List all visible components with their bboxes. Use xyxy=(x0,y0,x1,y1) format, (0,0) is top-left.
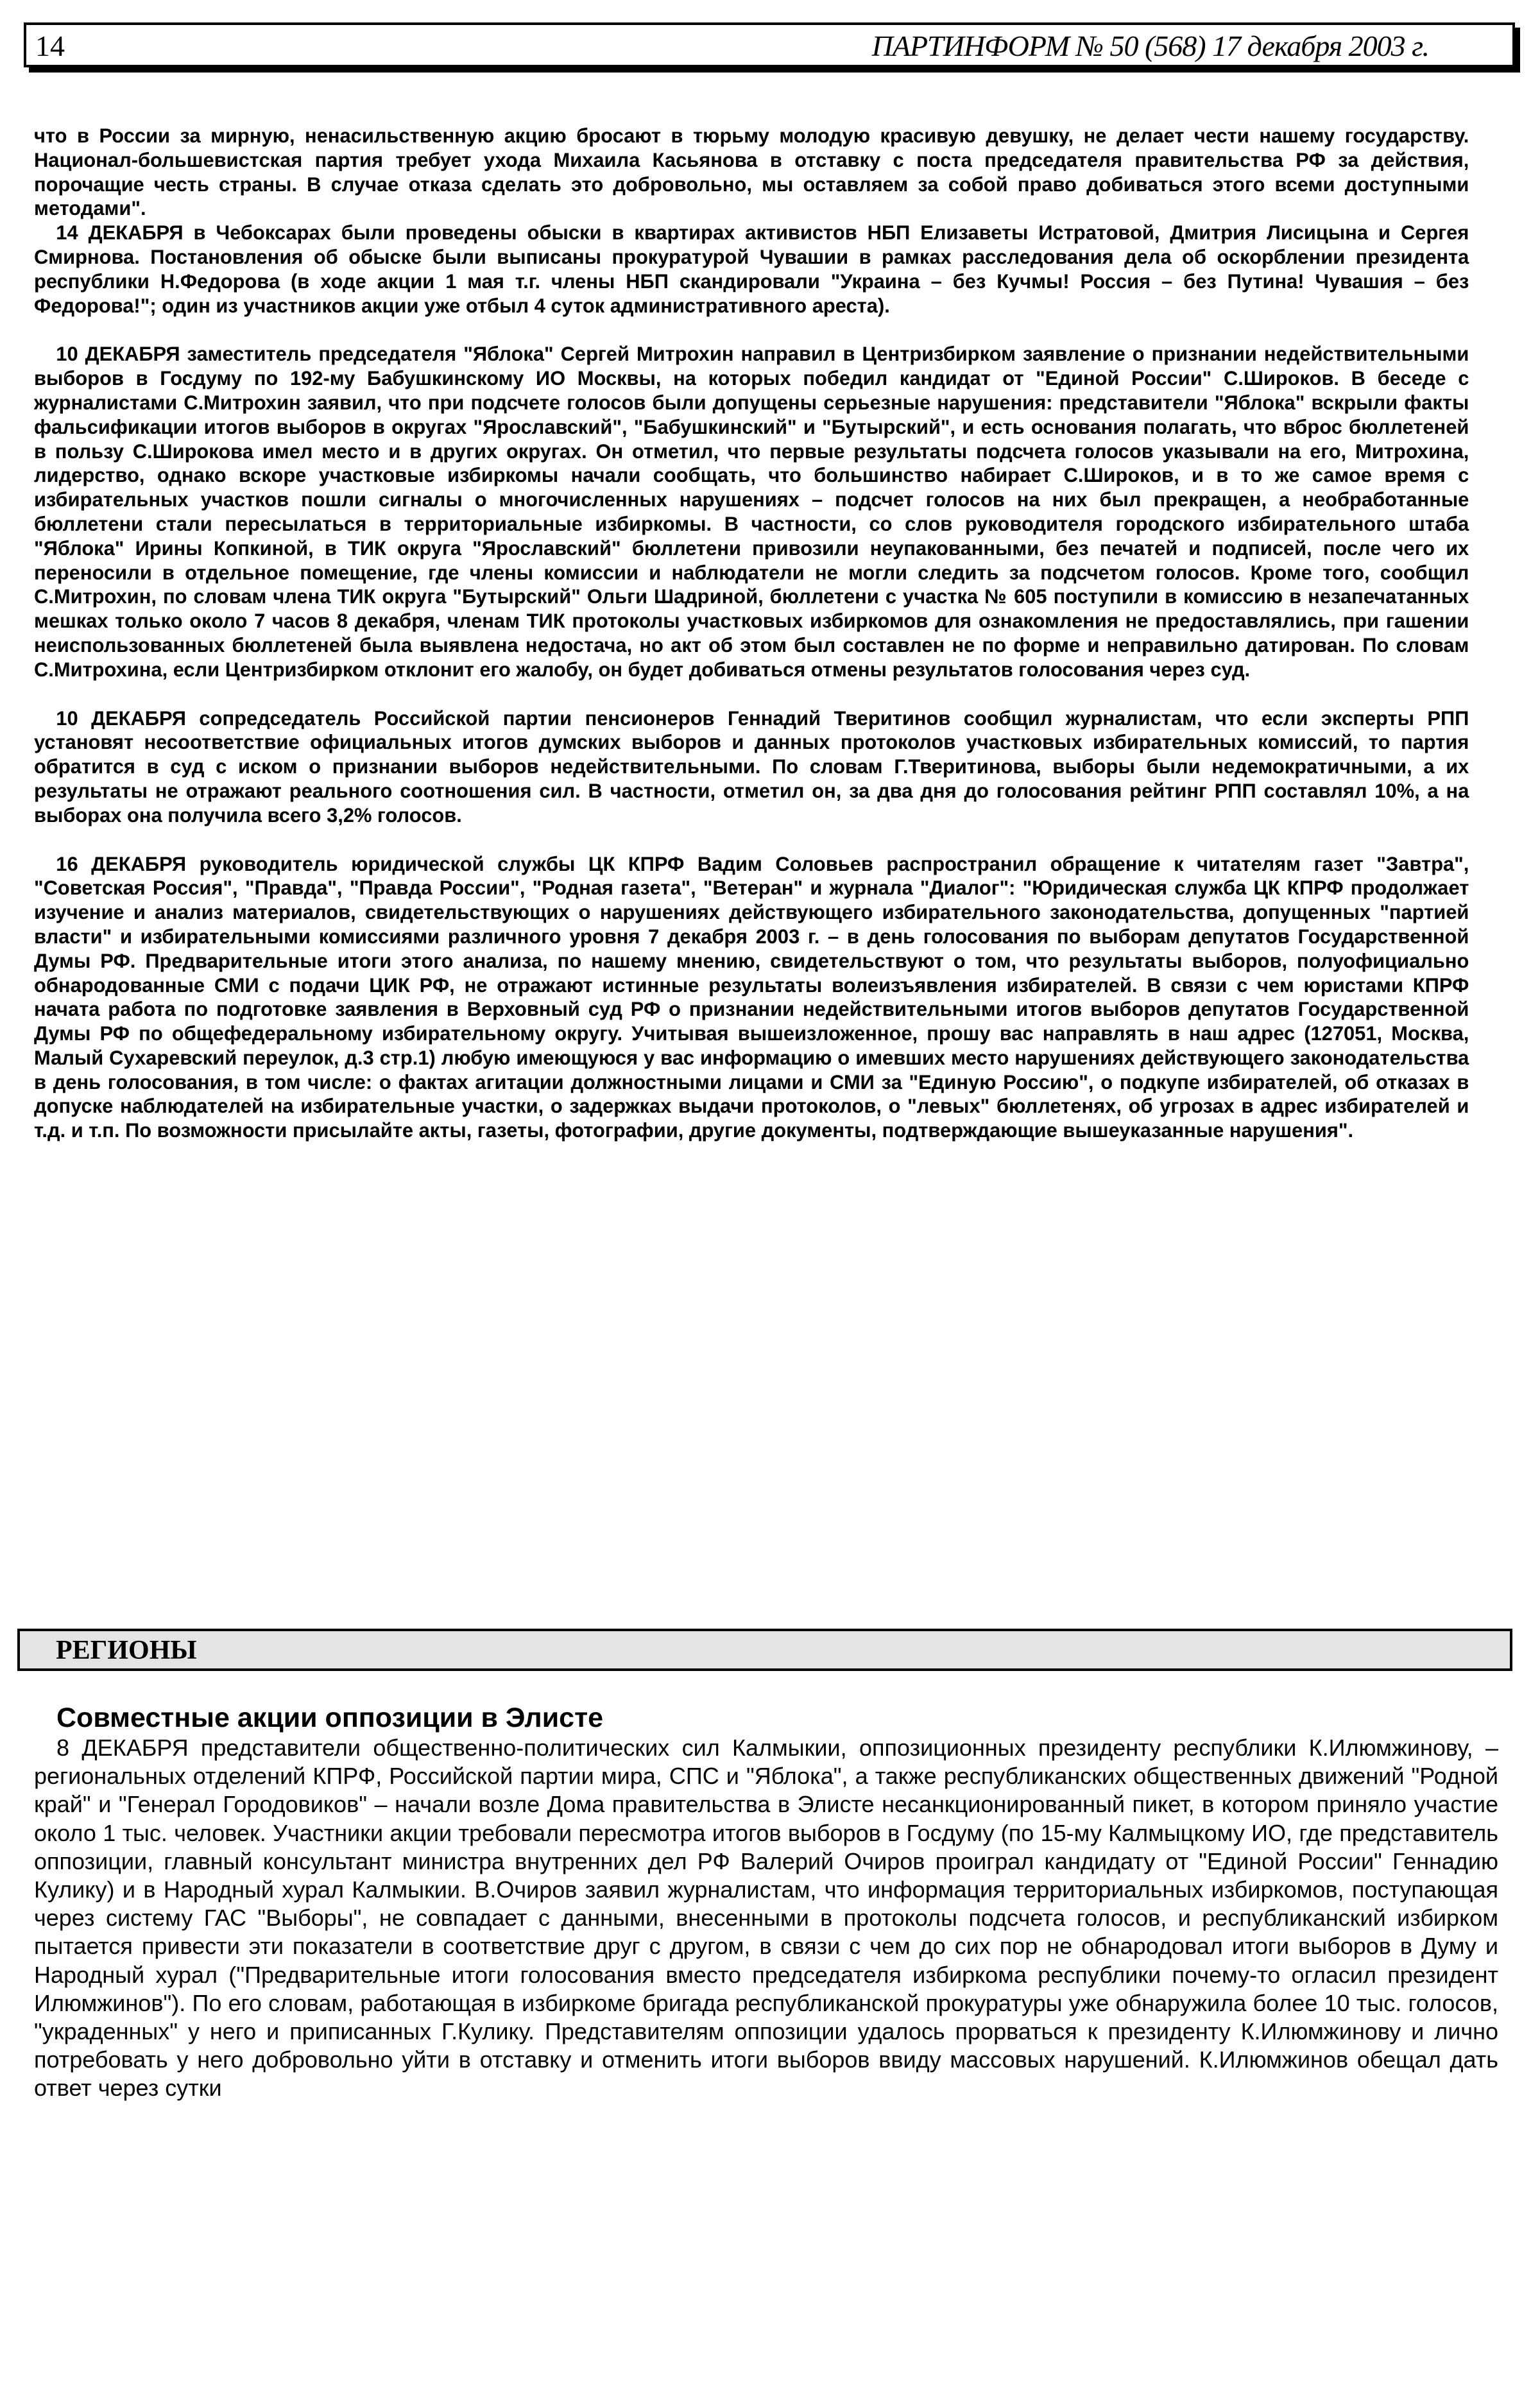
news-paragraph-cheboksary: 14 ДЕКАБРЯ в Чебоксарах были проведены обыски в квартирах активистов НБП Елизаветы Истратовой, Дмитрия Лисицына и Сергея Смирнова. Постановления об обыске были выписаны прокуратурой Чувашии в рамках расследования дела об оскорблении президента республики Н.Федорова (в ходе акции 1 мая т.г. члены НБП скандировали "Украина – без Кучмы! Россия – без Путина! Чувашия – без Федорова!"; один из участников акции уже отбыл 4 суток административного ареста). xyxy=(34,221,1469,317)
news-paragraph-tveritinov: 10 ДЕКАБРЯ сопредседатель Российской партии пенсионеров Геннадий Тверитинов сообщил журналистам, что если эксперты РПП установят несоответствие официальных итогов думских выборов и данных протоколов участковых избирательных комиссий, то партия обратится в суд с иском о признании выборов недействительными. По словам Г.Тверитинова, выборы были недемократичными, а их результаты не отражают реального соотношения сил. В частности, отметил он, за два дня до голосования рейтинг РПП составлял 10%, а на выборах она получила всего 3,2% голосов. xyxy=(34,706,1469,827)
section-header-regions xyxy=(17,1629,1512,1671)
page-number: 14 xyxy=(35,30,65,62)
news-paragraph-mitrokhin: 10 ДЕКАБРЯ заместитель председателя "Яблока" Сергей Митрохин направил в Центризбирком заявление о признании недействительными выборов в Госдуму по 192-му Бабушкинскому ИО Москвы, на которых победил кандидат от "Единой России" С.Широков. В беседе с журналистами С.Митрохин заявил, что при подсчете голосов были допущены серьезные нарушения: представители "Яблока" вскрыли факты фальсификации итогов выборов в округах "Ярославский", "Бабушкинский" и "Бутырский", и есть основания полагать, что вброс бюллетеней в пользу С.Широкова имел место и в других округах. Он отметил, что первые результаты подсчета голосов указывали на его, Митрохина, лидерство, однако вскоре участковые избиркомы начали сообщать, что большинство набирает С.Широков, и в то же самое время с избирательных участков пошли сигналы о многочисленных нарушениях – подсчет голосов на них был прекращен, а необработанные бюллетени стали пересылаться в территориальные избиркомы. В частности, со слов руководителя городского избирательного штаба "Яблока" Ирины Копкиной, в ТИК округа "Ярославский" бюллетени привозили неупакованными, без печатей и подписей, после чего их переносили в отдельное помещение, где члены комиссии и наблюдатели не могли следить за подсчетом голосов. Кроме того, сообщил С.Митрохин, по словам члена ТИК округа "Бутырский" Ольги Шадриной, бюллетени с участка № 605 поступили в комиссию в незапечатанных мешках только около 7 часов 8 декабря, членам ТИК протоколы участковых избиркомов для ознакомления не предоставлялись, при гашении неиспользованных бюллетеней была выявлена недостача, но акт об этом был составлен не по форме и неправильно датирован. По словам С.Митрохина, если Центризбирком отклонит его жалобу, он будет добиваться отмены результатов голосования через суд. xyxy=(34,342,1469,681)
news-paragraph-kprf-appeal: 16 ДЕКАБРЯ руководитель юридической службы ЦК КПРФ Вадим Соловьев распространил обращение к читателям газет "Завтра", "Советская Россия", "Правда", "Правда России", "Родная газета", "Ветеран" и журнала "Диалог": "Юридическая служба ЦК КПРФ продолжает изучение и анализ материалов, свидетельствующих о нарушениях действующего избирательного законодательства, допущенных "партией власти" и избирательными комиссиями различного уровня 7 декабря 2003 г. – в день голосования по выборам депутатов Государственной Думы РФ. Предварительные итоги этого анализа, по нашему мнению, свидетельствуют о том, что результаты выборов, полуофициально обнародованные СМИ с подачи ЦИК РФ, не отражают истинные результаты волеизъявления избирателей. В связи с чем юристами КПРФ начата работа по подготовке заявления в Верховный суд РФ о признании недействительными итогов выборов депутатов Государственной Думы РФ по общефедеральному избирательному округу. Учитывая вышеизложенное, прошу вас направлять в наш адрес (127051, Москва, Малый Сухаревский переулок, д.3 стр.1) любую имеющуюся у вас информацию о имевших место нарушениях действующего законодательства в день голосования, в том числе: о фактах агитации должностными лицами и СМИ за "Единую Россию", о подкупе избирателей, об отказах в допуске наблюдателей на избирательные участки, о задержках выдачи протоколов, о "левых" бюллетенях, об угрозах в адрес избирателей и т.д. и т.п. По возможности присылайте акты, газеты, фотографии, другие документы, подтверждающие вышеуказанные нарушения". xyxy=(34,852,1469,1142)
news-items xyxy=(34,124,1469,1143)
news-column xyxy=(34,124,1498,1143)
article-heading: Совместные акции оппозиции в Элисте xyxy=(56,1702,604,1733)
page-header xyxy=(24,22,1515,67)
issue-title: ПАРТИНФОРМ № 50 (568) 17 декабря 2003 г. xyxy=(871,30,1429,62)
section-title: РЕГИОНЫ xyxy=(56,1636,197,1665)
article-body xyxy=(34,1734,1498,2103)
news-paragraph-continuation: что в России за мирную, ненасильственную акцию бросают в тюрьму молодую красивую девушку, не делает чести нашему государству. Национал-большевистская партия требует ухода Михаила Касьянова в отставку с поста председателя правительства РФ за действия, порочащие честь страны. В случае отказа сделать это добровольно, мы оставляем за собой право добиваться этого всеми доступными методами". xyxy=(34,124,1469,220)
article-paragraph: 8 ДЕКАБРЯ представители общественно-политических сил Калмыкии, оппозиционных президенту республики К.Илюмжинову, – региональных отделений КПРФ, Российской партии мира, СПС и "Яблока", а также республиканских общественных движений "Родной край" и "Генерал Городовиков" – начали возле Дома правительства в Элисте несанкционированный пикет, в котором приняло участие около 1 тыс. человек. Участники акции требовали пересмотра итогов выборов в Госдуму (по 15-му Калмыцкому ИО, где представитель оппозиции, главный консультант министра внутренних дел РФ Валерий Очиров проиграл кандидату от "Единой России" Геннадию Кулику) и в Народный хурал Калмыкии. В.Очиров заявил журналистам, что информация территориальных избиркомов, поступающая через систему ГАС "Выборы", не совпадает с данными, внесенными в протоколы подсчета голосов, и республиканский избирком пытается привести эти показатели в соответствие друг с другом, в связи с чем до сих пор не обнародовал итоги выборов в Думу и Народный хурал ("Предварительные итоги голосования вместо председателя избиркома республики почему-то огласил президент Илюмжинов"). По его словам, работающая в избиркоме бригада республиканской прокуратуры уже обнаружила более 10 тыс. голосов, "украденных" у него и приписанных Г.Кулику. Представителям оппозиции удалось прорваться к президенту К.Илюмжинову и лично потребовать у него добровольно уйти в отставку и отменить итоги выборов ввиду массовых нарушений. К.Илюмжинов обещал дать ответ через сутки xyxy=(34,1735,1498,2102)
